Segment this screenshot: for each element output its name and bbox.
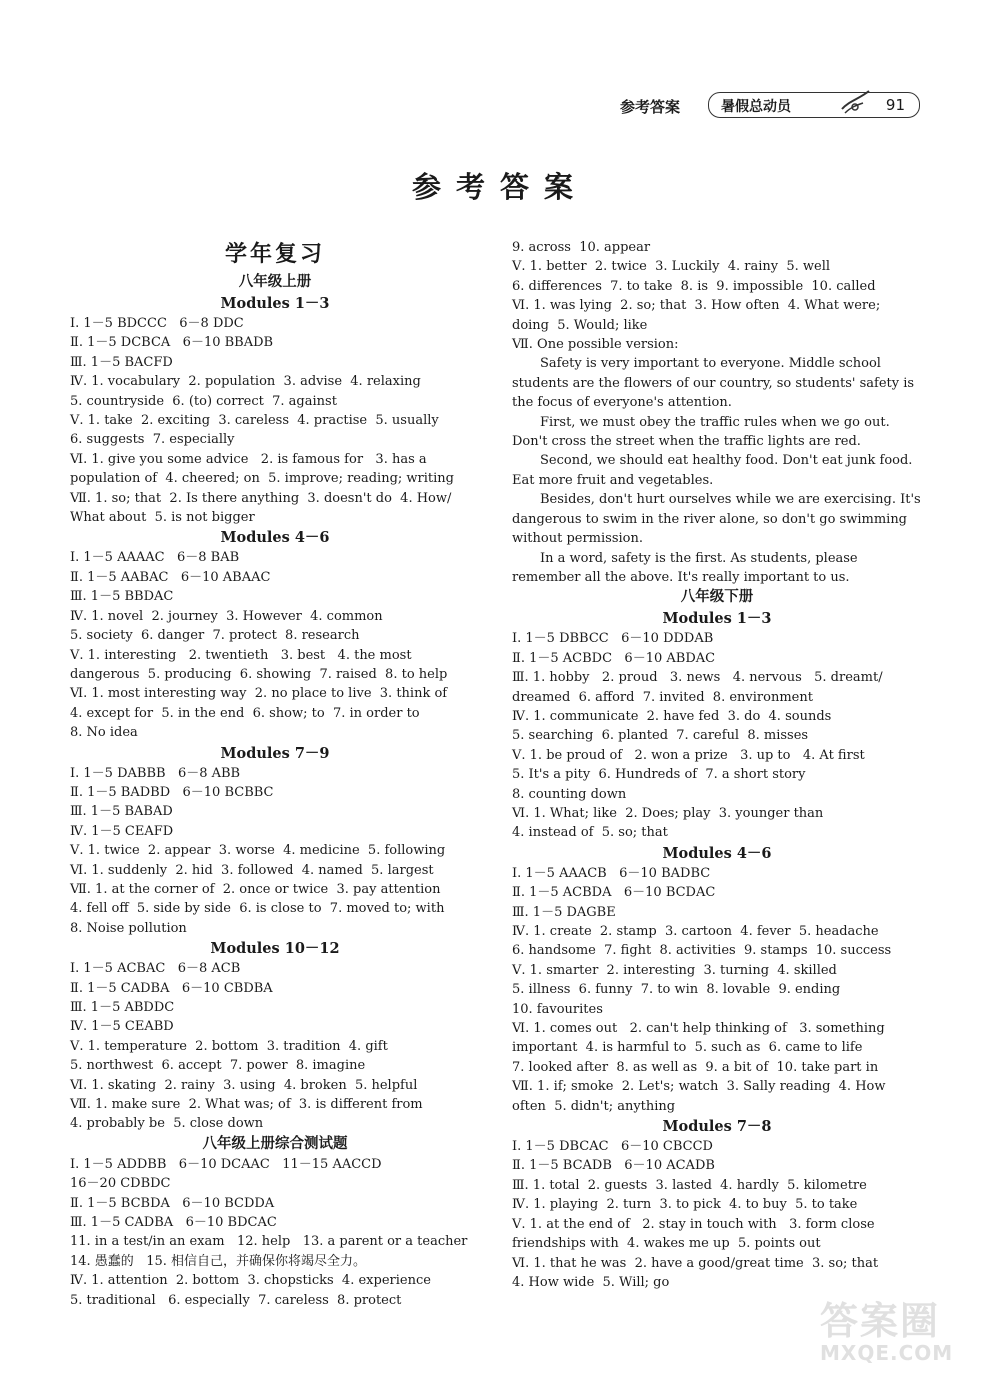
answer-line: 8. No idea <box>70 725 138 741</box>
answer-line: Ⅱ. 1－5 BADBD 6－10 BCBBC <box>70 784 274 800</box>
answer-line: Ⅶ. 1. so; that 2. Is there anything 3. doesn't do 4. How/ <box>70 490 452 506</box>
essay-line: Second, we should eat healthy food. Don't eat junk food. <box>540 453 913 469</box>
answer-line: Ⅳ. 1－5 CEAFD <box>70 823 174 839</box>
answer-line: 11. in a test/in an exam 12. help 13. a parent or a teacher <box>70 1234 468 1250</box>
essay-line: without permission. <box>512 531 643 547</box>
answer-line: Ⅲ. 1－5 CADBA 6－10 BDCAC <box>70 1215 277 1231</box>
module-heading: 八年级上册综合测试题 <box>202 1135 348 1152</box>
answer-line: Ⅳ. 1. vocabulary 2. population 3. advise 4. relaxing <box>70 374 421 390</box>
answer-line: Ⅰ. 1－5 ADDBB 6－10 DCAAC 11－15 AACCD <box>70 1156 382 1172</box>
right-column <box>512 238 922 1292</box>
answer-line: 6. differences 7. to take 8. is 9. impossible 10. called <box>512 278 876 294</box>
answer-line: Ⅰ. 1－5 DBBCC 6－10 DDDAB <box>512 631 714 647</box>
answer-line: Ⅴ. 1. twice 2. appear 3. worse 4. medicine 5. following <box>70 843 446 859</box>
answer-line: dangerous 5. producing 6. showing 7. raised 8. to help <box>70 666 448 682</box>
answer-line: friendships with 4. wakes me up 5. points out <box>512 1236 821 1252</box>
essay-line: First, we must obey the traffic rules when we go out. <box>540 414 890 430</box>
swirl-icon <box>839 87 873 117</box>
answer-line: Ⅱ. 1－5 ACBDA 6－10 BCDAC <box>512 885 716 901</box>
answer-line: Ⅳ. 1. novel 2. journey 3. However 4. common <box>70 608 383 624</box>
answer-line: Ⅰ. 1－5 AAAAC 6－8 BAB <box>70 550 240 566</box>
answer-line: 4. except for 5. in the end 6. show; to 7. in order to <box>70 705 420 721</box>
module-heading: Modules 10－12 <box>210 940 340 958</box>
answer-line: Ⅰ. 1－5 ACBAC 6－8 ACB <box>70 961 241 977</box>
answer-line: Ⅱ. 1－5 DCBCA 6－10 BBADB <box>70 335 274 351</box>
answer-line: 6. handsome 7. fight 8. activities 9. stamps 10. success <box>512 943 892 959</box>
answer-line: 8. Noise pollution <box>70 920 187 936</box>
answer-line: Ⅳ. 1. playing 2. turn 3. to pick 4. to buy 5. to take <box>512 1197 858 1213</box>
answer-line: Ⅲ. 1－5 BABAD <box>70 804 173 820</box>
essay-line: Besides, don't hurt ourselves while we are exercising. It's <box>540 492 921 508</box>
answer-line: 5. countryside 6. (to) correct 7. against <box>70 393 337 409</box>
answer-line: Ⅶ. 1. at the corner of 2. once or twice 3. pay attention <box>70 881 441 897</box>
answer-line: What about 5. is not bigger <box>70 510 255 526</box>
essay-line: Don't cross the street when the traffic lights are red. <box>512 434 861 450</box>
module-heading: Modules 7－8 <box>662 1118 772 1136</box>
essay-line: the focus of everyone's attention. <box>512 395 732 411</box>
answer-line: Ⅰ. 1－5 BDCCC 6－8 DDC <box>70 316 244 331</box>
answer-line: Ⅵ. 1. What; like 2. Does; play 3. younger than <box>512 805 824 821</box>
answer-line: Ⅰ. 1－5 DABBB 6－8 ABB <box>70 765 241 781</box>
answer-line: Ⅲ. 1－5 BACFD <box>70 354 173 370</box>
answer-line: Ⅴ. 1. smarter 2. interesting 3. turning 4. skilled <box>512 962 837 978</box>
answer-line: Ⅵ. 1. that he was 2. have a good/great time 3. so; that <box>512 1255 879 1271</box>
answer-line: Ⅱ. 1－5 BCADB 6－10 ACADB <box>512 1158 715 1174</box>
answer-line: Ⅳ. 1. communicate 2. have fed 3. do 4. sounds <box>512 708 832 724</box>
answer-line: often 5. didn't; anything <box>512 1098 676 1114</box>
answer-line: Ⅲ. 1. hobby 2. proud 3. news 4. nervous 5. dreamt/ <box>512 670 883 686</box>
answer-line: Ⅵ. 1. skating 2. rainy 3. using 4. broken 5. helpful <box>70 1077 418 1093</box>
essay-line: Eat more fruit and vegetables. <box>512 472 714 488</box>
answer-line: Ⅳ. 1. create 2. stamp 3. cartoon 4. fever 5. headache <box>512 924 879 939</box>
watermark-cn: 答案圈 <box>820 1299 941 1343</box>
answer-line: 5. searching 6. planted 7. careful 8. misses <box>512 728 809 744</box>
answer-line: doing 5. Would; like <box>512 317 648 333</box>
answer-line: Ⅴ. 1. at the end of 2. stay in touch with 3. form close <box>512 1216 875 1232</box>
header-box <box>708 92 920 118</box>
module-heading: Modules 7－9 <box>220 744 330 762</box>
answer-line: Ⅲ. 1－5 BBDAC <box>70 589 174 605</box>
answer-line: Ⅵ. 1. suddenly 2. hid 3. followed 4. named 5. largest <box>70 862 434 878</box>
left-column <box>70 238 480 1310</box>
answer-line: 7. looked after 8. as well as 9. a bit of 10. take part in <box>512 1059 879 1075</box>
answer-line: Ⅱ. 1－5 AABAC 6－10 ABAAC <box>70 569 271 585</box>
answer-line: Ⅳ. 1－5 CEABD <box>70 1019 174 1035</box>
essay-line: dangerous to swim in the river alone, so don't go swimming <box>512 511 908 527</box>
module-heading: Modules 4－6 <box>662 844 772 862</box>
answer-line: Ⅱ. 1－5 BCBDA 6－10 BCDDA <box>70 1195 275 1211</box>
page-number: 91 <box>885 96 905 114</box>
grade-subtitle: 八年级上册 <box>238 274 312 290</box>
answer-line: Ⅲ. 1－5 DAGBE <box>512 904 616 920</box>
answer-line: Ⅴ. 1. better 2. twice 3. Luckily 4. rainy 5. well <box>512 259 831 275</box>
module-heading: Modules 4－6 <box>220 529 330 547</box>
essay-line: Safety is very important to everyone. Middle school <box>540 356 881 372</box>
answer-line: 5. illness 6. funny 7. to win 8. lovable 9. ending <box>512 982 841 998</box>
answer-line: Ⅰ. 1－5 DBCAC 6－10 CBCCD <box>512 1139 713 1155</box>
grade-subtitle: 八年级下册 <box>680 589 754 606</box>
answer-line: Ⅶ. 1. make sure 2. What was; of 3. is different from <box>70 1097 423 1113</box>
answer-line: Ⅲ. 1. total 2. guests 3. lasted 4. hardly 5. kilometre <box>512 1177 867 1193</box>
answer-line: important 4. is harmful to 5. such as 6. came to life <box>512 1040 863 1056</box>
answer-line: 14. 愚蠢的 15. 相信自己，并确保你将竭尽全力。 <box>70 1253 367 1269</box>
answer-line: 4. probably be 5. close down <box>70 1116 264 1132</box>
answer-line: 5. society 6. danger 7. protect 8. research <box>70 628 360 644</box>
answer-line: Ⅳ. 1. attention 2. bottom 3. chopsticks 4. experience <box>70 1273 431 1289</box>
answer-line: Ⅱ. 1－5 ACBDC 6－10 ABDAC <box>512 650 716 666</box>
answer-line: Ⅵ. 1. was lying 2. so; that 3. How often 4. What were; <box>512 298 881 314</box>
page-title: 参考答案 <box>411 170 588 204</box>
answer-line: Ⅵ. 1. comes out 2. can't help thinking of 3. something <box>512 1021 885 1037</box>
watermark-en: MXQE.COM <box>820 1341 954 1365</box>
answer-line: 5. northwest 6. accept 7. power 8. imagine <box>70 1058 366 1074</box>
answer-line: Ⅰ. 1－5 AAACB 6－10 BADBC <box>512 865 711 881</box>
answer-line: Ⅴ. 1. interesting 2. twentieth 3. best 4. the most <box>70 647 412 663</box>
answer-line: 4. fell off 5. side by side 6. is close to 7. moved to; with <box>70 901 445 917</box>
answer-line: 4. How wide 5. Will; go <box>512 1274 670 1290</box>
essay-line: In a word, safety is the first. As students, please <box>540 550 858 566</box>
answer-line: 6. suggests 7. especially <box>70 432 235 448</box>
watermark-logo <box>820 1290 953 1365</box>
answer-line: 8. counting down <box>512 786 627 802</box>
answer-line: 9. across 10. appear <box>512 240 651 255</box>
module-heading: Modules 1－3 <box>220 295 330 312</box>
answer-line: population of 4. cheered; on 5. improve; reading; writing <box>70 471 455 487</box>
page-header <box>0 88 1000 128</box>
answer-line: Ⅶ. One possible version: <box>512 337 679 353</box>
essay-line: students are the flowers of our country, so students' safety is <box>512 375 915 391</box>
answer-line: 5. traditional 6. especially 7. careless 8. protect <box>70 1292 402 1308</box>
answer-line: Ⅱ. 1－5 CADBA 6－10 CBDBA <box>70 980 273 996</box>
answer-line: Ⅲ. 1－5 ABDDC <box>70 1000 175 1015</box>
answer-line: 4. instead of 5. so; that <box>512 825 668 841</box>
answer-line: Ⅴ. 1. temperature 2. bottom 3. tradition 4. gift <box>70 1038 388 1054</box>
module-heading: Modules 1－3 <box>662 610 772 628</box>
answer-line: Ⅵ. 1. give you some advice 2. is famous for 3. has a <box>70 451 427 467</box>
header-label: 参考答案 <box>620 98 681 116</box>
section-title: 学年复习 <box>224 242 325 267</box>
answer-line: Ⅴ. 1. be proud of 2. won a prize 3. up to 4. At first <box>512 747 865 763</box>
answer-line: Ⅶ. 1. if; smoke 2. Let's; watch 3. Sally reading 4. How <box>512 1079 886 1095</box>
essay-line: remember all the above. It's really important to us. <box>512 569 850 585</box>
header-box-title: 暑假总动员 <box>721 99 791 115</box>
answer-line: dreamed 6. afford 7. invited 8. environment <box>512 689 813 705</box>
answer-line: 5. It's a pity 6. Hundreds of 7. a short story <box>512 767 806 783</box>
answer-line: 16－20 CDBDC <box>70 1176 171 1192</box>
answer-line: Ⅵ. 1. most interesting way 2. no place to live 3. think of <box>70 686 448 702</box>
answer-line: 10. favourites <box>512 1001 603 1017</box>
answer-line: Ⅴ. 1. take 2. exciting 3. careless 4. practise 5. usually <box>70 413 439 429</box>
